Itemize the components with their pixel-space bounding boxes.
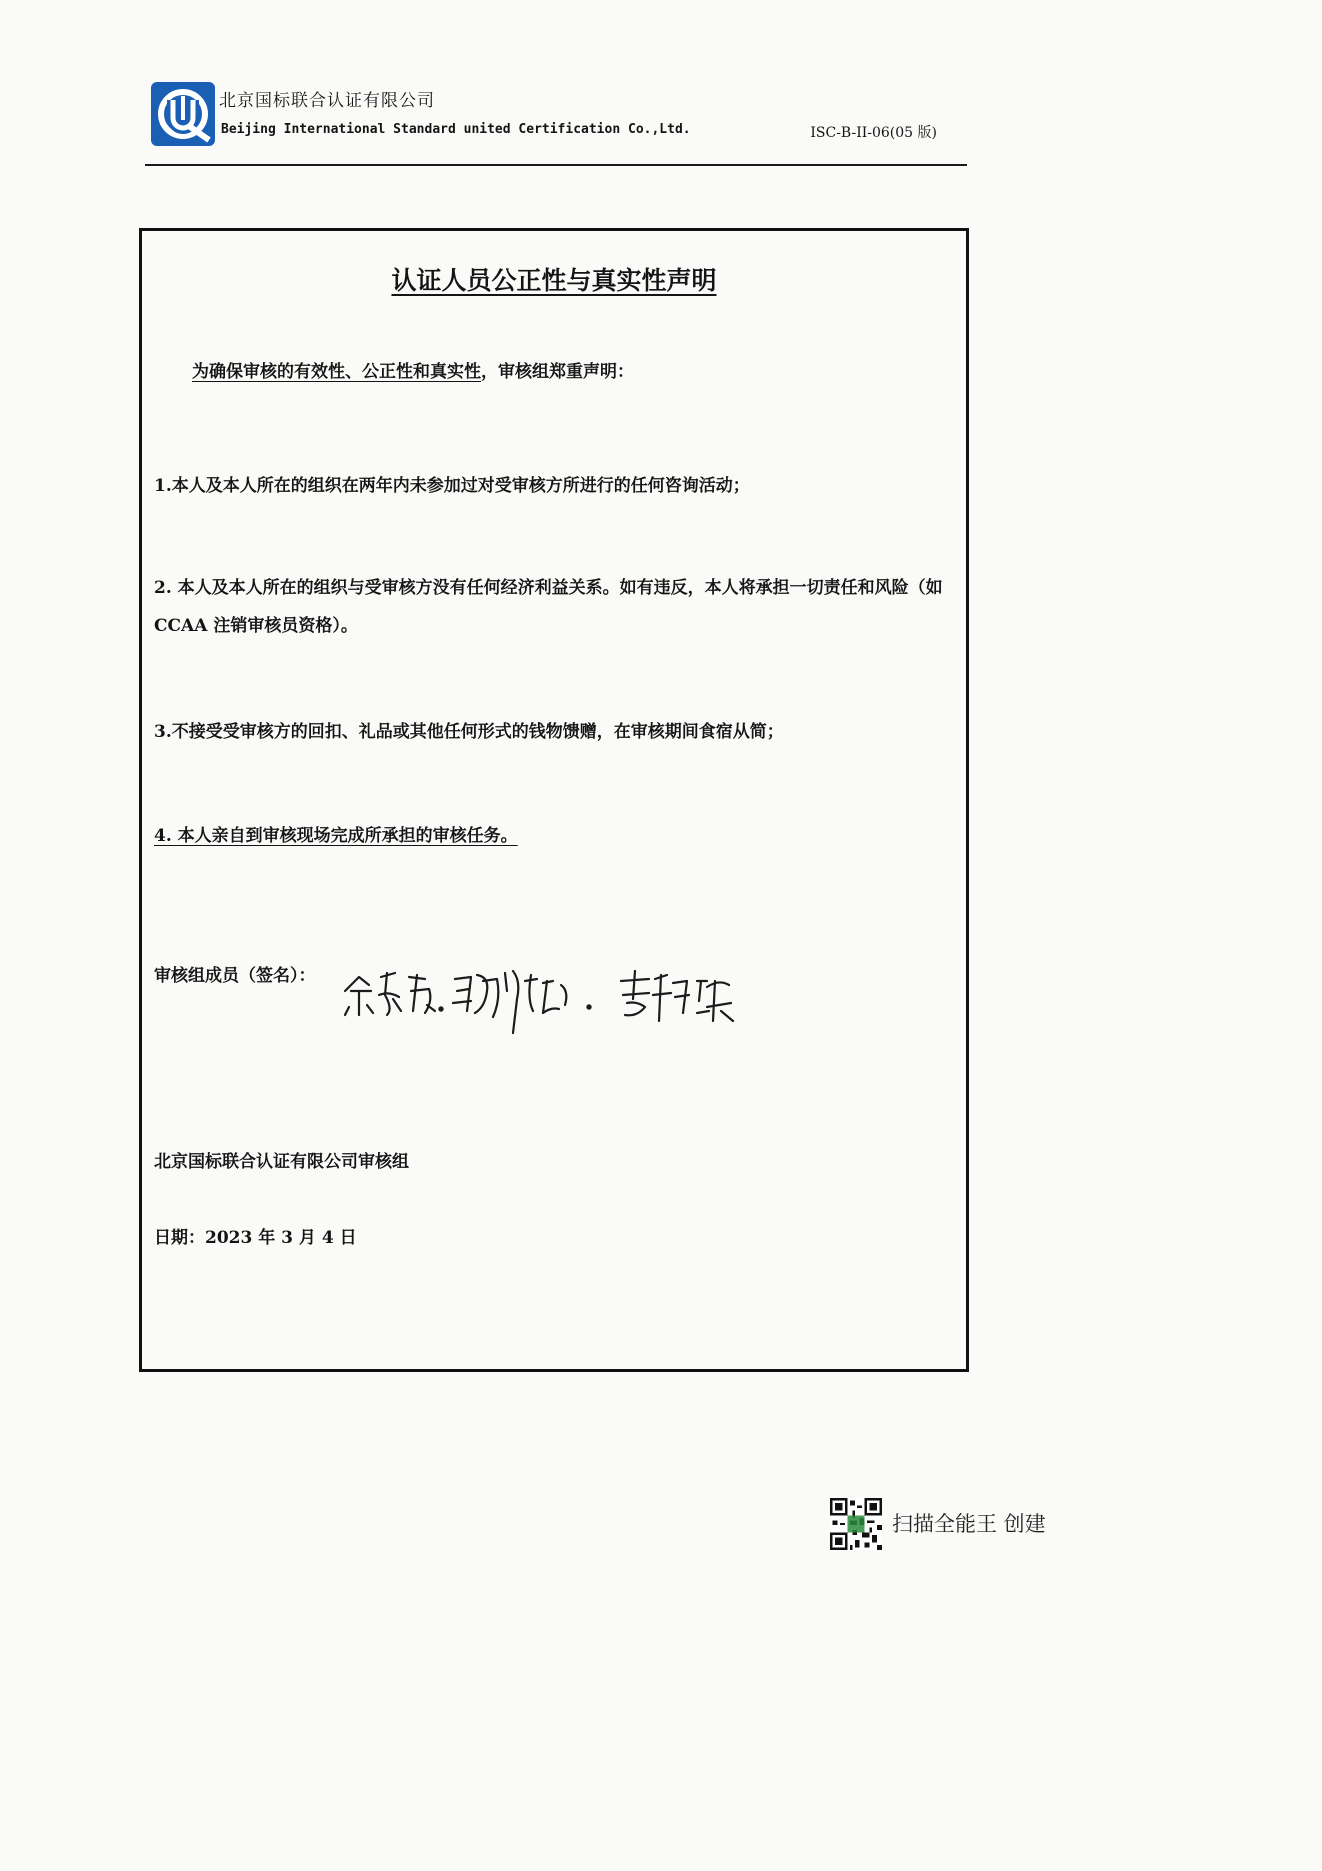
intro-rest: ，审核组郑重声明： bbox=[481, 362, 634, 382]
organization-line: 北京国标联合认证有限公司审核组 bbox=[154, 1152, 409, 1172]
date-line: 日期：2023 年 3 月 4 日 bbox=[154, 1228, 357, 1248]
company-name-cn: 北京国标联合认证有限公司 bbox=[219, 91, 435, 111]
scanner-credit: 扫描全能王 创建 bbox=[892, 1512, 1046, 1536]
declaration-item-3: 3.不接受受审核方的回扣、礼品或其他任何形式的钱物馈赠，在审核期间食宿从简； bbox=[154, 722, 784, 742]
qr-code-icon bbox=[830, 1498, 882, 1550]
scanner-watermark bbox=[830, 1498, 1080, 1550]
letterhead bbox=[145, 78, 967, 166]
intro-statement bbox=[192, 353, 634, 391]
declaration-item-2: 2. 本人及本人所在的组织与受审核方没有任何经济利益关系。如有违反，本人将承担一切责任和风险（如 CCAA 注销审核员资格）。 bbox=[154, 578, 943, 636]
members-label: 审核组成员（签名）： bbox=[154, 966, 316, 986]
handwritten-signature bbox=[337, 951, 767, 1041]
declaration-item-4: 4. 本人亲自到审核现场完成所承担的审核任务。 bbox=[154, 826, 518, 846]
intro-underlined: 为确保审核的有效性、公正性和真实性 bbox=[192, 362, 481, 382]
company-logo-icon bbox=[149, 80, 217, 148]
declaration-item-1: 1.本人及本人所在的组织在两年内未参加过对受审核方所进行的任何咨询活动； bbox=[154, 476, 750, 496]
declaration-frame bbox=[139, 228, 969, 1372]
form-code: ISC-B-II-06(05 版) bbox=[810, 125, 937, 141]
document-title: 认证人员公正性与真实性声明 bbox=[391, 266, 717, 295]
company-name-en: Beijing International Standard united Certification Co.,Ltd. bbox=[221, 122, 691, 137]
